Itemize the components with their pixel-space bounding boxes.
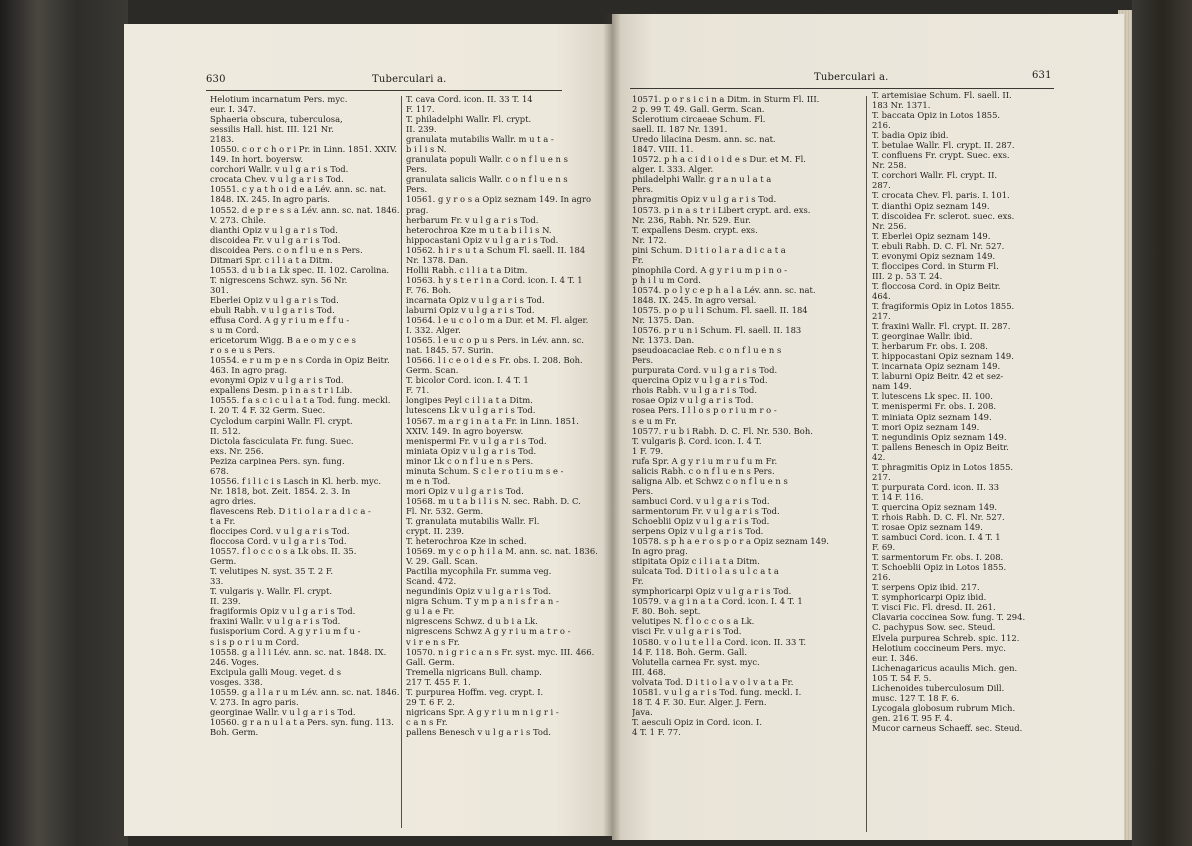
text-line: T. menispermi Fr. obs. I. 208.: [872, 401, 997, 412]
right-column-2: [872, 90, 1082, 834]
text-line: F. 117.: [406, 104, 435, 115]
text-line: Tremella nigricans Bull. champ.: [406, 666, 542, 677]
right-column-1: [632, 94, 864, 834]
text-line: mori Opiz v u l g a r i s Tod.: [406, 485, 524, 496]
text-line: stipitata Opiz c i l i a t a Ditm.: [632, 556, 760, 567]
text-line: T. rhois Rabh. D. C. Fl. Nr. 527.: [872, 511, 1005, 522]
text-line: T. miniata Opiz seznam 149.: [872, 411, 992, 422]
text-line: 42.: [872, 451, 886, 462]
text-line: 10565. l e u c o p u s Pers. in Lév. ann. sc.: [406, 335, 584, 346]
text-line: p h i l u m Cord.: [632, 274, 701, 285]
text-line: hippocastani Opiz v u l g a r i s Tod.: [406, 234, 559, 245]
text-line: XXIV. 149. In agro boyersw.: [406, 425, 524, 436]
text-line: miniata Opiz v u l g a r i s Tod.: [406, 445, 537, 456]
text-line: evonymi Opiz v u l g a r i s Tod.: [210, 375, 344, 386]
text-line: Java.: [632, 706, 653, 717]
text-line: heterochroa Kze m u t a b i l i s N.: [406, 224, 552, 235]
text-line: volvata Tod. D i t i o l a v o l v a t a Fr.: [632, 676, 794, 687]
text-line: Eberlei Opiz v u l g a r i s Tod.: [210, 294, 339, 305]
text-line: m e n Tod.: [406, 475, 451, 486]
text-line: T. lutescens Lk spec. II. 100.: [872, 391, 993, 402]
text-line: nigrescens Schwz A g y r i u m a t r o -: [406, 626, 571, 637]
text-line: Pers.: [632, 184, 654, 195]
text-line: fragiformis Opiz v u l g a r i s Tod.: [210, 606, 356, 617]
text-line: eur. I. 347.: [210, 104, 257, 115]
text-line: 10567. m a r g i n a t a Fr. in Linn. 1851.: [406, 415, 579, 426]
text-line: T. aesculi Opiz in Cord. icon. I.: [632, 716, 762, 727]
text-line: sulcata Tod. D i t i o l a s u l c a t a: [632, 566, 779, 577]
left-header-rule: [206, 90, 562, 91]
text-line: V. 273. Chile.: [210, 214, 266, 225]
book-gutter: [603, 14, 621, 840]
text-line: discoidea Fr. v u l g a r i s Tod.: [210, 234, 341, 245]
text-line: 10555. f a s c i c u l a t a Tod. fung. meckl.: [210, 395, 391, 406]
text-line: T. mori Opiz seznam 149.: [872, 421, 980, 432]
text-line: Fr.: [632, 254, 644, 265]
text-line: floccosa Cord. v u l g a r i s Tod.: [210, 536, 347, 547]
left-column-divider: [401, 96, 402, 828]
text-line: fraxini Wallr. v u l g a r i s Tod.: [210, 616, 341, 627]
text-line: 10574. p o l y c e p h a l a Lév. ann. sc. nat.: [632, 284, 816, 295]
text-line: Ditmari Spr. c i l i a t a Ditm.: [210, 254, 333, 265]
text-line: sambuci Cord. v u l g a r i s Tod.: [632, 495, 770, 506]
text-line: 10566. l i c e o i d e s Fr. obs. I. 208. Boh.: [406, 355, 583, 366]
text-line: nigra Schum. T y m p a n i s f r a n -: [406, 596, 559, 607]
text-line: T. evonymi Opiz seznam 149.: [872, 250, 996, 261]
text-line: fusisporium Cord. A g y r i u m f u -: [210, 626, 361, 637]
text-line: flavescens Reb. D i t i o l a r a d i c a -: [210, 505, 371, 516]
text-line: saligna Alb. et Schwz c o n f l u e n s: [632, 475, 788, 486]
text-line: 217 T. 455 F. 1.: [406, 676, 471, 687]
text-line: s i s p o r i u m Cord.: [210, 636, 300, 647]
text-line: T. negundinis Opiz seznam 149.: [872, 431, 1007, 442]
text-line: 33.: [210, 576, 224, 587]
text-line: C. pachypus Sow. sec. Steud.: [872, 622, 996, 633]
text-line: velutipes N. f l o c c o s a Lk.: [632, 616, 755, 627]
text-line: Elvela purpurea Schreb. spic. 112.: [872, 632, 1020, 643]
text-line: T. rosae Opiz seznam 149.: [872, 522, 983, 533]
text-line: Gall. Germ.: [406, 656, 455, 667]
text-line: T. Schoeblii Opiz in Lotos 1855.: [872, 562, 1007, 573]
text-line: effusa Cord. A g y r i u m e f f u -: [210, 315, 350, 326]
text-line: nigrescens Schwz. d u b i a Lk.: [406, 616, 538, 627]
text-line: sarmentorum Fr. v u l g a r i s Tod.: [632, 505, 780, 516]
text-line: 10570. n i g r i c a n s Fr. syst. myc. III. 466.: [406, 646, 595, 657]
text-line: T. velutipes N. syst. 35 T. 2 F.: [210, 566, 334, 577]
text-line: 10576. p r u n i Schum. Fl. saell. II. 183: [632, 325, 802, 336]
text-line: 183 Nr. 1371.: [872, 100, 931, 111]
text-line: T. ebuli Rabh. D. C. Fl. Nr. 527.: [872, 240, 1005, 251]
text-line: 301.: [210, 284, 229, 295]
text-line: 105 T. 54 F. 5.: [872, 672, 932, 683]
text-line: T. Eberlei Opiz seznam 149.: [872, 230, 991, 241]
text-line: In agro prag.: [632, 546, 688, 557]
text-line: 10551. c y a t h o i d e a Lév. ann. sc. nat.: [210, 184, 387, 195]
text-line: T. badia Opiz ibid.: [872, 130, 949, 141]
text-line: 10572. p h a c i d i o i d e s Dur. et M. Fl.: [632, 154, 806, 165]
text-line: F. 80. Boh. sept.: [632, 606, 701, 617]
text-line: T. crocata Chev. Fl. paris. I. 101.: [872, 190, 1010, 201]
text-line: 10561. g y r o s a Opiz seznam 149. In agro: [406, 194, 592, 205]
text-line: 1847. VIII. 11.: [632, 144, 694, 155]
text-line: 18 T. 4 F. 30. Eur. Alger. J. Fern.: [632, 696, 767, 707]
text-line: V. 273. In agro paris.: [210, 696, 299, 707]
text-line: agro dries.: [210, 495, 257, 506]
text-line: pinophila Cord. A g y r i u m p i n o -: [632, 264, 788, 275]
text-line: floccipes Cord. v u l g a r i s Tod.: [210, 526, 350, 537]
text-line: s u m Cord.: [210, 325, 260, 336]
text-line: granulata mutabilis Wallr. m u t a -: [406, 134, 554, 145]
text-line: 149. In hort. boyersw.: [210, 154, 304, 165]
text-line: 10557. f l o c c o s a Lk obs. II. 35.: [210, 546, 357, 557]
text-line: Fr.: [632, 576, 644, 587]
text-line: Scand. 472.: [406, 576, 457, 587]
text-line: pini Schum. D i t i o l a r a d i c a t a: [632, 244, 786, 255]
text-line: corchori Wallr. v u l g a r i s Tod.: [210, 164, 349, 175]
text-line: III. 2 p. 53 T. 24.: [872, 270, 943, 281]
text-line: incarnata Opiz v u l g a r i s Tod.: [406, 294, 545, 305]
text-line: T. phragmitis Opiz in Lotos 1855.: [872, 461, 1014, 472]
left-page-number: 630: [206, 74, 226, 85]
text-line: T. bicolor Cord. icon. I. 4 T. 1: [406, 375, 529, 386]
text-line: 10578. s p h a e r o s p o r a Opiz seznam 149.: [632, 536, 829, 547]
text-line: minor Lk c o n f l u e n s Pers.: [406, 455, 534, 466]
text-line: laburni Opiz v u l g a r i s Tod.: [406, 304, 535, 315]
text-line: T. artemisiae Schum. Fl. saell. II.: [872, 90, 1012, 100]
text-line: 10581. v u l g a r i s Tod. fung. meckl. I.: [632, 686, 802, 697]
text-line: nat. 1845. 57. Surin.: [406, 345, 494, 356]
text-line: prag.: [406, 204, 429, 215]
text-line: 10571. p o r s i c i n a Ditm. in Sturm Fl. III.: [632, 94, 820, 104]
text-line: 246. Voges.: [210, 656, 259, 667]
text-line: T. floccipes Cord. in Sturm Fl.: [872, 260, 999, 271]
text-line: eur. I. 346.: [872, 652, 919, 663]
text-line: II. 239.: [210, 596, 241, 607]
text-line: herbarum Fr. v u l g a r i s Tod.: [406, 214, 539, 225]
text-line: rhois Rabh. v u l g a r i s Tod.: [632, 385, 758, 396]
text-line: Hollii Rabh. c i l i a t a Ditm.: [406, 264, 528, 275]
text-line: T. discoidea Fr. sclerot. suec. exs.: [872, 210, 1015, 221]
text-line: Schoeblii Opiz v u l g a r i s Tod.: [632, 515, 770, 526]
text-line: 10562. h i r s u t a Schum Fl. saell. II. 184: [406, 244, 586, 255]
text-line: lutescens Lk v u l g a r i s Tod.: [406, 405, 536, 416]
text-line: 10550. c o r c h o r i Pr. in Linn. 1851. XXIV.: [210, 144, 398, 155]
text-line: vosges. 338.: [210, 676, 263, 687]
text-line: Pactilia mycophila Fr. summa veg.: [406, 566, 552, 577]
text-line: 10573. p i n a s t r i Libert crypt. ard. exs.: [632, 204, 811, 215]
text-line: 678.: [210, 465, 229, 476]
text-line: phragmitis Opiz v u l g a r i s Tod.: [632, 194, 777, 205]
text-line: 2 p. 99 T. 49. Gall. Germ. Scan.: [632, 104, 765, 115]
text-line: 1848. IX. 245. In agro paris.: [210, 194, 330, 205]
text-line: Nr. 236, Rabh. Nr. 529. Eur.: [632, 214, 751, 225]
text-line: Lichenagaricus acaulis Mich. gen.: [872, 662, 1018, 673]
text-line: T. laburni Opiz Beitr. 42 et sez-: [872, 371, 1004, 382]
text-line: serpens Opiz v u l g a r i s Tod.: [632, 526, 764, 537]
text-line: Pers.: [406, 184, 428, 195]
text-line: rosae Opiz v u l g a r i s Tod.: [632, 395, 754, 406]
text-line: T. visci Fic. Fl. dresd. II. 261.: [872, 602, 996, 613]
text-line: T. hippocastani Opiz seznam 149.: [872, 351, 1014, 362]
text-line: 10569. m y c o p h i l a M. ann. sc. nat. 1836.: [406, 546, 598, 557]
text-line: T. quercina Opiz seznam 149.: [872, 501, 998, 512]
text-line: Nr. 1375. Dan.: [632, 315, 695, 326]
text-line: T. serpens Opiz ibid. 217.: [872, 582, 980, 593]
text-line: V. 29. Gall. Scan.: [406, 556, 478, 567]
text-line: T. floccosa Cord. in Opiz Beitr.: [872, 280, 1001, 291]
text-line: b i l i s N.: [406, 144, 447, 155]
text-line: T. expallens Desm. crypt. exs.: [632, 224, 758, 235]
text-line: 10556. f i l i c i s Lasch in Kl. herb. myc.: [210, 475, 382, 486]
text-line: T. sambuci Cord. icon. I. 4 T. 1: [872, 532, 1001, 543]
text-line: Germ.: [210, 556, 237, 567]
text-line: Nr. 1378. Dan.: [406, 254, 469, 265]
right-running-title: Tuberculari a.: [814, 72, 889, 83]
text-line: Helotium coccineum Pers. myc.: [872, 642, 1007, 653]
text-line: Mucor carneus Schaeff. sec. Steud.: [872, 722, 1023, 733]
text-line: 10568. m u t a b i l i s N. sec. Rabh. D. C.: [406, 495, 581, 506]
text-line: T. betulae Wallr. Fl. crypt. II. 287.: [872, 140, 1015, 151]
text-line: Nr. 258.: [872, 160, 907, 171]
text-line: 10579. v a g i n a t a Cord. icon. I. 4 T. 1: [632, 596, 803, 607]
text-line: 29 T. 6 F. 2.: [406, 696, 455, 707]
right-header-rule: [630, 88, 1054, 89]
text-line: T. dianthi Opiz seznam 149.: [872, 200, 990, 211]
text-line: 10558. g a l l i Lév. ann. sc. nat. 1848. IX.: [210, 646, 387, 657]
right-page: [612, 14, 1124, 840]
text-line: Excipula galli Moug. veget. d s: [210, 666, 342, 677]
text-line: 10559. g a l l a r u m Lév. ann. sc. nat. 1846.: [210, 686, 400, 697]
book-cover-right: [1132, 0, 1192, 846]
text-line: 4 T. 1 F. 77.: [632, 726, 681, 737]
text-line: T. 14 F. 116.: [872, 491, 924, 502]
text-line: longipes Peyl c i l i a t a Ditm.: [406, 395, 533, 406]
text-line: T. purpurea Hoffm. veg. crypt. I.: [406, 686, 544, 697]
text-line: philadelphi Wallr. g r a n u l a t a: [632, 174, 772, 185]
right-column-divider: [866, 96, 867, 832]
text-line: T. vulgaris β. Cord. icon. I. 4 T.: [632, 435, 762, 446]
text-line: minuta Schum. S c l e r o t i u m s e -: [406, 465, 564, 476]
text-line: F. 69.: [872, 542, 896, 553]
text-line: dianthi Opiz v u l g a r i s Tod.: [210, 224, 338, 235]
text-line: 10552. d e p r e s s a Lév. ann. sc. nat. 1846.: [210, 204, 400, 215]
text-line: pallens Benesch v u l g a r i s Tod.: [406, 726, 551, 737]
text-line: 10575. p o p u l i Schum. Fl. saell. II. 184: [632, 304, 808, 315]
text-line: Peziza carpinea Pers. syn. fung.: [210, 455, 345, 466]
right-page-number: 631: [1032, 70, 1052, 81]
text-line: purpurata Cord. v u l g a r i s Tod.: [632, 365, 778, 376]
text-line: T. incarnata Opiz seznam 149.: [872, 361, 1001, 372]
text-line: II. 512.: [210, 425, 241, 436]
text-line: ebuli Rabh. v u l g a r i s Tod.: [210, 304, 335, 315]
text-line: discoidea Pers. c o n f l u e n s Pers.: [210, 244, 363, 255]
text-line: sessilis Hall. hist. III. 121 Nr.: [210, 124, 334, 135]
text-line: c a n s Fr.: [406, 716, 448, 727]
text-line: Nr. 256.: [872, 220, 907, 231]
text-line: T. baccata Opiz in Lotos 1855.: [872, 110, 1001, 121]
text-line: Pers.: [632, 355, 654, 366]
text-line: T. corchori Wallr. Fl. crypt. II.: [872, 170, 998, 181]
text-line: pseudoacaciae Reb. c o n f l u e n s: [632, 345, 782, 356]
text-line: exs. Nr. 256.: [210, 445, 264, 456]
text-line: rosea Pers. I l l o s p o r i u m r o -: [632, 405, 777, 416]
text-line: I. 332. Alger.: [406, 325, 461, 336]
text-line: crocata Chev. v u l g a r i s Tod.: [210, 174, 344, 185]
text-line: Sclerotium circaeae Schum. Fl.: [632, 114, 766, 125]
text-line: granulata salicis Wallr. c o n f l u e n s: [406, 174, 568, 185]
text-line: 10577. r u b i Rabh. D. C. Fl. Nr. 530. Boh.: [632, 425, 813, 436]
text-line: T. sarmentorum Fr. obs. I. 208.: [872, 552, 1004, 563]
text-line: Helotium incarnatum Pers. myc.: [210, 94, 348, 104]
text-line: s e u m Fr.: [632, 415, 677, 426]
text-line: Fl. Nr. 532. Germ.: [406, 505, 484, 516]
text-line: T. cava Cord. icon. II. 33 T. 14: [406, 94, 533, 104]
text-line: Pers.: [406, 164, 428, 175]
text-line: 10554. e r u m p e n s Corda in Opiz Beitr.: [210, 355, 390, 366]
text-line: I. 20 T. 4 F. 32 Germ. Suec.: [210, 405, 326, 416]
text-line: 217.: [872, 471, 891, 482]
text-line: 10563. h y s t e r i n a Cord. icon. I. 4 T. 1: [406, 274, 583, 285]
text-line: 287.: [872, 180, 891, 191]
text-line: 10564. l e u c o l o m a Dur. et M. Fl. alger.: [406, 315, 589, 326]
text-line: nam 149.: [872, 381, 912, 392]
text-line: T. nigrescens Schwz. syn. 56 Nr.: [210, 274, 348, 285]
text-line: Sphaeria obscura, tuberculosa,: [210, 114, 343, 125]
text-line: T. pallens Benesch in Opiz Beitr.: [872, 441, 1009, 452]
text-line: II. 239.: [406, 124, 437, 135]
text-line: T. philadelphi Wallr. Fl. crypt.: [406, 114, 532, 125]
text-line: 1848. IX. 245. In agro versal.: [632, 294, 757, 305]
text-line: T. fraxini Wallr. Fl. crypt. II. 287.: [872, 321, 1011, 332]
text-line: 216.: [872, 572, 891, 583]
text-line: T. confluens Fr. crypt. Suec. exs.: [872, 150, 1010, 161]
text-line: T. granulata mutabilis Wallr. Fl.: [406, 515, 540, 526]
text-line: 14 F. 118. Boh. Germ. Gall.: [632, 646, 747, 657]
text-line: Nr. 1818, bot. Zeit. 1854. 2. 3. In: [210, 485, 351, 496]
text-line: Nr. 172.: [632, 234, 667, 245]
text-line: t a Fr.: [210, 515, 236, 526]
text-line: gen. 216 T. 95 F. 4.: [872, 712, 953, 723]
text-line: 1 F. 79.: [632, 445, 664, 456]
text-line: saell. II. 187 Nr. 1391.: [632, 124, 728, 135]
text-line: Lycogala globosum rubrum Mich.: [872, 702, 1016, 713]
text-line: F. 76. Boh.: [406, 284, 452, 295]
text-line: Cyclodum carpini Wallr. Fl. crypt.: [210, 415, 353, 426]
text-line: 463. In agro prag.: [210, 365, 288, 376]
text-line: Uredo lilacina Desm. ann. sc. nat.: [632, 134, 776, 145]
text-line: ericetorum Wigg. B a e o m y c e s: [210, 335, 356, 346]
text-line: negundinis Opiz v u l g a r i s Tod.: [406, 586, 551, 597]
text-line: Nr. 1373. Dan.: [632, 335, 695, 346]
text-line: musc. 127 T. 18 F. 6.: [872, 692, 960, 703]
text-line: v i r e n s Fr.: [406, 636, 460, 647]
text-line: Lichenoides tuberculosum Dill.: [872, 682, 1005, 693]
text-line: g u l a e Fr.: [406, 606, 455, 617]
text-line: III. 468.: [632, 666, 666, 677]
text-line: Boh. Germ.: [210, 726, 259, 737]
text-line: quercina Opiz v u l g a r i s Tod.: [632, 375, 768, 386]
text-line: 216.: [872, 120, 891, 131]
text-line: Dictola fasciculata Fr. fung. Suec.: [210, 435, 354, 446]
text-line: Germ. Scan.: [406, 365, 459, 376]
left-page: [124, 24, 614, 836]
text-line: georginae Wallr. v u l g a r i s Tod.: [210, 706, 356, 717]
left-column-2: [406, 94, 602, 832]
text-line: expallens Desm. p i n a s t r i Lib.: [210, 385, 353, 396]
text-line: Clavaria coccinea Sow. fung. T. 294.: [872, 612, 1026, 623]
book-cover-left: [0, 0, 128, 846]
text-line: T. fragiformis Opiz in Lotos 1855.: [872, 300, 1015, 311]
text-line: T. georginae Wallr. ibid.: [872, 331, 973, 342]
text-line: symphoricarpi Opiz v u l g a r i s Tod.: [632, 586, 792, 597]
text-line: T. symphoricarpi Opiz ibid.: [872, 592, 987, 603]
left-column-1: [210, 94, 400, 832]
text-line: T. heterochroa Kze in sched.: [406, 536, 527, 547]
left-running-title: Tuberculari a.: [372, 74, 447, 85]
text-line: 10560. g r a n u l a t a Pers. syn. fung. 113.: [210, 716, 394, 727]
text-line: 217.: [872, 311, 891, 322]
text-line: Pers.: [632, 485, 654, 496]
text-line: visci Fr. v u l g a r i s Tod.: [632, 626, 742, 637]
text-line: rufa Spr. A g y r i u m r u f u m Fr.: [632, 455, 778, 466]
text-line: nigricans Spr. A g y r i u m n i g r i -: [406, 706, 559, 717]
text-line: 464.: [872, 290, 891, 301]
text-line: 10580. v o l u t e l l a Cord. icon. II. 33 T.: [632, 636, 806, 647]
text-line: T. vulgaris γ. Wallr. Fl. crypt.: [210, 586, 333, 597]
text-line: r o s e u s Pers.: [210, 345, 276, 356]
text-line: 2183.: [210, 134, 234, 145]
text-line: 10553. d u b i a Lk spec. II. 102. Carolina.: [210, 264, 390, 275]
text-line: Volutella carnea Fr. syst. myc.: [632, 656, 760, 667]
text-line: T. herbarum Fr. obs. I. 208.: [872, 341, 988, 352]
text-line: menispermi Fr. v u l g a r i s Tod.: [406, 435, 547, 446]
text-line: T. purpurata Cord. icon. II. 33: [872, 481, 1000, 492]
text-line: granulata populi Wallr. c o n f l u e n s: [406, 154, 568, 165]
text-line: alger. I. 333. Alger.: [632, 164, 714, 175]
text-line: crypt. II. 239.: [406, 526, 465, 537]
text-line: F. 71.: [406, 385, 430, 396]
text-line: salicis Rabh. c o n f l u e n s Pers.: [632, 465, 775, 476]
